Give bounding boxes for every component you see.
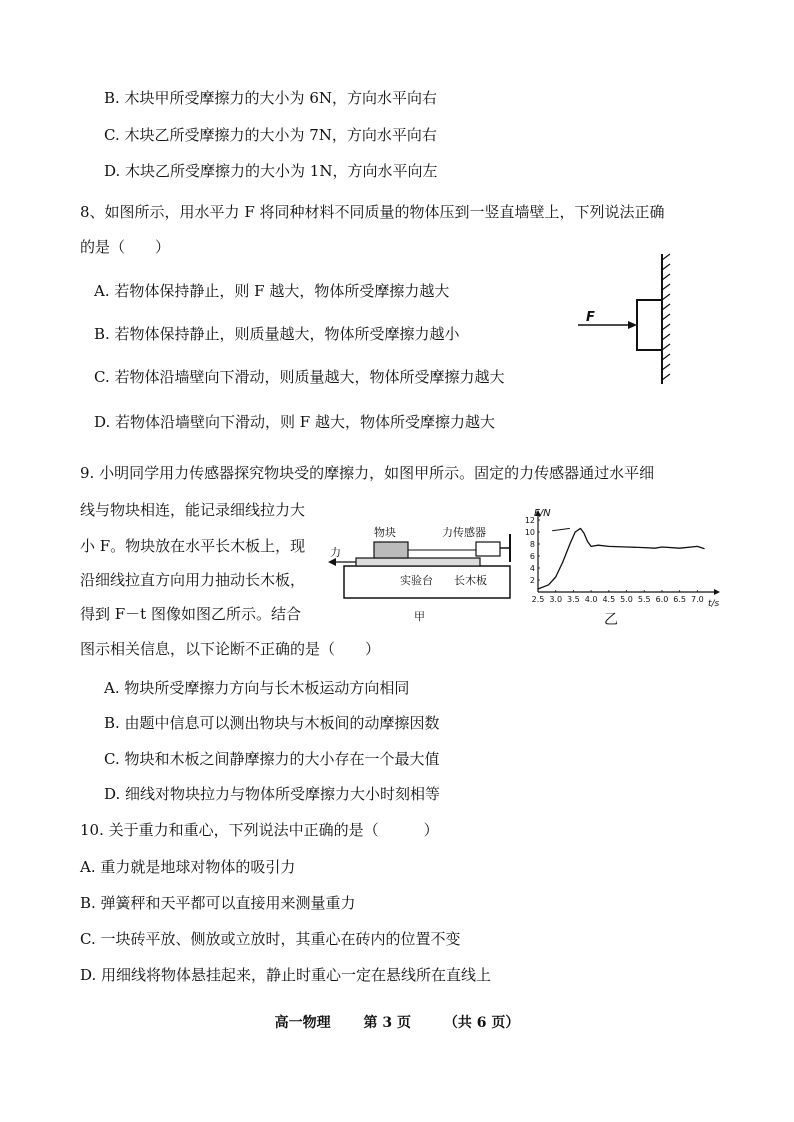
force-sensor <box>476 542 500 556</box>
wall-hatching <box>662 254 670 380</box>
q8-option-d: D. 若物体沿墙壁向下滑动，则 F 越大，物体所受摩擦力越大 <box>94 413 495 431</box>
q9-stem-line1: 9. 小明同学用力传感器探究物块受的摩擦力，如图甲所示。固定的力传感器通过水平细 <box>80 464 655 482</box>
q7-option-c: C. 木块乙所受摩擦力的大小为 7N，方向水平向右 <box>104 126 437 144</box>
y-tick-label: 6 <box>529 552 535 561</box>
block <box>637 300 662 350</box>
caption-yi: 乙 <box>604 612 618 628</box>
chart-axes <box>535 510 720 595</box>
x-tick-label: 4.5 <box>602 595 616 604</box>
caption-jia: 甲 <box>414 610 425 623</box>
q9-stem-line4: 沿细线拉直方向用力抽动长木板， <box>80 571 306 589</box>
sensor-label: 力传感器 <box>442 526 486 539</box>
x-tick-label: 7.0 <box>691 595 704 604</box>
y-axis-label: F/N <box>534 508 551 519</box>
wall-block-figure <box>570 250 690 390</box>
page-footer <box>0 1012 794 1032</box>
q8-option-a: A. 若物体保持静止，则 F 越大，物体所受摩擦力越大 <box>94 282 450 300</box>
series-line <box>538 528 705 589</box>
x-tick-label: 3.5 <box>567 595 580 604</box>
q10-stem: 10. 关于重力和重心，下列说法中正确的是（ ） <box>80 821 439 839</box>
y-tick-label: 12 <box>524 516 535 525</box>
board-label: 长木板 <box>454 574 487 587</box>
q10-option-b: B. 弹簧秤和天平都可以直接用来测量重力 <box>80 894 356 912</box>
footer-page: 第 3 页 <box>363 1015 411 1031</box>
force-label: F <box>586 310 595 325</box>
x-axis-label: t/s <box>708 599 720 609</box>
table-label: 实验台 <box>400 574 433 587</box>
q9-option-d: D. 细线对物块拉力与物体所受摩擦力大小时刻相等 <box>104 785 441 803</box>
q8-stem-line1: 8、如图所示，用水平力 F 将同种材料不同质量的物体压到一竖直墙壁上，下列说法正确 <box>80 203 665 221</box>
block <box>374 542 408 558</box>
x-tick-label: 5.5 <box>637 595 651 604</box>
x-tick-label: 5.0 <box>620 595 633 604</box>
q8-option-c: C. 若物体沿墙壁向下滑动，则质量越大，物体所受摩擦力越大 <box>94 368 505 386</box>
block-label: 物块 <box>374 526 396 539</box>
footer-subject: 高一物理 <box>274 1015 331 1031</box>
q10-option-a: A. 重力就是地球对物体的吸引力 <box>80 858 296 876</box>
q10-option-d: D. 用细线将物体悬挂起来，静止时重心一定在悬线所在直线上 <box>80 966 492 984</box>
q9-stem-line3: 小 F。物块放在水平长木板上，现 <box>80 537 306 555</box>
q7-option-d: D. 木块乙所受摩擦力的大小为 1N，方向水平向左 <box>104 162 438 180</box>
q9-option-c: C. 物块和木板之间静摩擦力的大小存在一个最大值 <box>104 750 440 768</box>
q8-stem-line2: 的是（ ） <box>80 238 171 256</box>
q9-stem-line5: 得到 F－t 图像如图乙所示。结合 <box>80 605 301 623</box>
x-tick-label: 4.0 <box>584 595 598 604</box>
peak-marker <box>552 528 570 530</box>
q9-stem-line6: 图示相关信息，以下论断不正确的是（ ） <box>80 640 381 658</box>
x-tick-label: 2.5 <box>531 595 545 604</box>
x-axis-arrow <box>714 589 720 595</box>
q10-option-c: C. 一块砖平放、侧放或立放时，其重心在砖内的位置不变 <box>80 930 461 948</box>
footer-total: （共 6 页） <box>443 1015 520 1031</box>
ft-chart <box>520 506 730 626</box>
q9-option-b: B. 由题中信息可以测出物块与木板间的动摩擦因数 <box>104 714 440 732</box>
y-tick-label: 2 <box>529 576 535 585</box>
q8-option-b: B. 若物体保持静止，则质量越大，物体所受摩擦力越小 <box>94 325 460 343</box>
figure-jia <box>326 520 516 630</box>
y-tick-label: 10 <box>524 528 535 537</box>
q7-option-b: B. 木块甲所受摩擦力的大小为 6N，方向水平向右 <box>104 89 437 107</box>
x-tick-label: 6.0 <box>655 595 669 604</box>
long-board <box>356 558 480 566</box>
y-tick-label: 4 <box>529 564 535 573</box>
q9-stem-line2: 线与物块相连，能记录细线拉力大 <box>80 501 306 519</box>
q9-option-a: A. 物块所受摩擦力方向与长木板运动方向相同 <box>104 679 410 697</box>
x-tick-label: 6.5 <box>673 595 687 604</box>
x-tick-label: 3.0 <box>549 595 563 604</box>
force-label: 力 <box>330 546 341 559</box>
y-tick-label: 8 <box>529 540 535 549</box>
